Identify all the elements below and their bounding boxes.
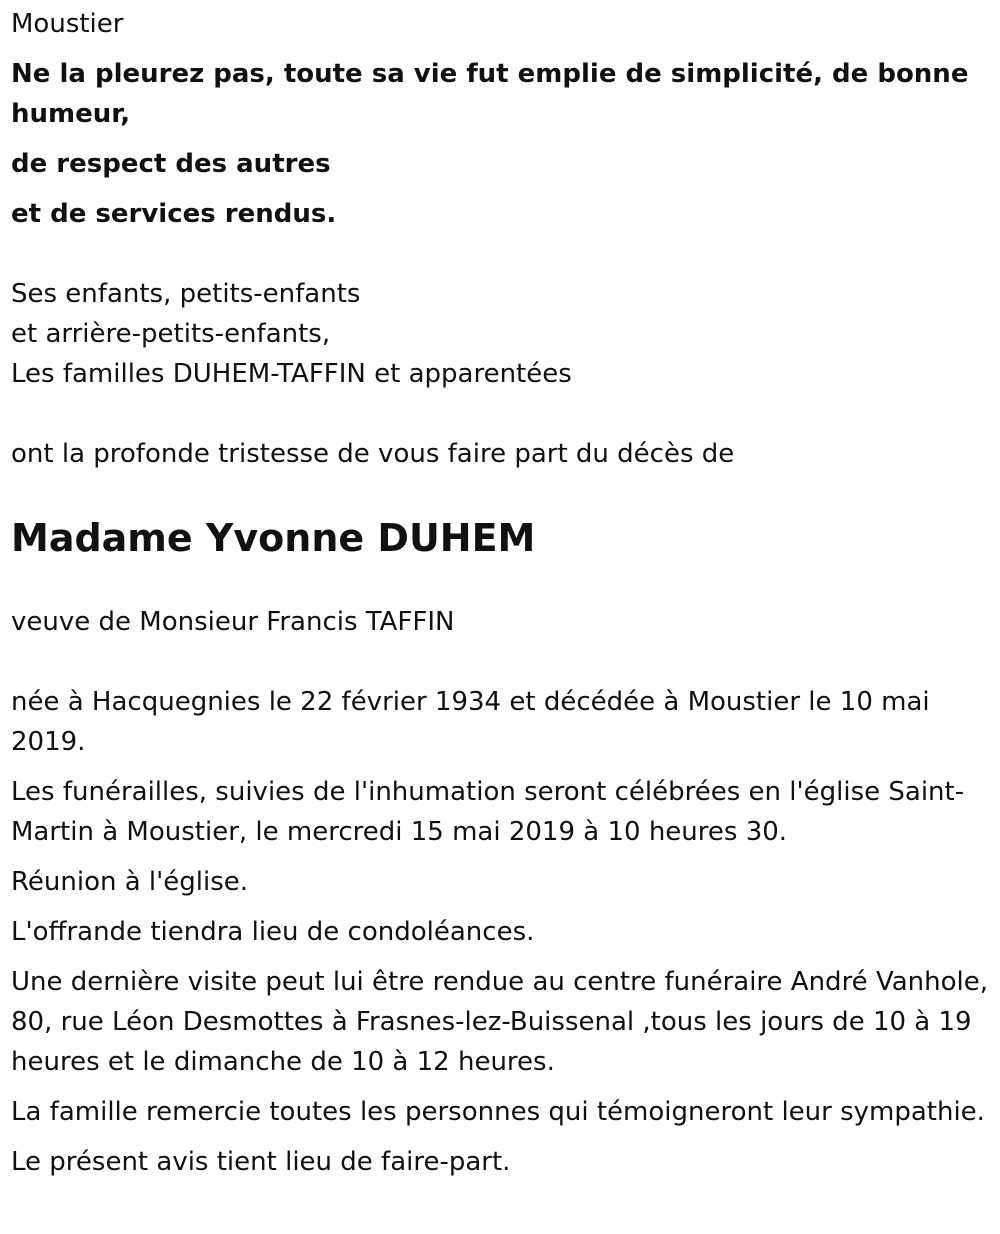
quote-block <box>11 54 989 234</box>
offering-paragraph: L'offrande tiendra lieu de condoléances. <box>11 917 535 947</box>
quote-line: Ne la pleurez pas, toute sa vie fut emplie de simplicité, de bonne humeur, <box>11 59 969 129</box>
quote-line: et de services rendus. <box>11 199 337 229</box>
meeting-paragraph: Réunion à l'église. <box>11 867 249 897</box>
birth-death-paragraph: née à Hacquegnies le 22 février 1934 et décédée à Moustier le 10 mai 2019. <box>11 687 930 757</box>
visit-paragraph: Une dernière visite peut lui être rendue au centre funéraire André Vanhole, 80, rue Léon Desmottes à Frasnes-lez-Buissenal ,tous les jours de 10 à 19 heures et le dimanche de 10 à 12 heures. <box>11 967 988 1077</box>
notice-paragraph: Le présent avis tient lieu de faire-part. <box>11 1147 511 1177</box>
family-line: et arrière-petits-enfants, <box>11 319 331 349</box>
details-block <box>11 682 989 1182</box>
family-block <box>11 274 989 394</box>
announcement-text: ont la profonde tristesse de vous faire part du décès de <box>11 439 735 469</box>
family-line: Les familles DUHEM-TAFFIN et apparentées <box>11 359 572 389</box>
family-line: Ses enfants, petits-enfants <box>11 279 361 309</box>
quote-line: de respect des autres <box>11 149 331 179</box>
thanks-paragraph: La famille remercie toutes les personnes qui témoigneront leur sympathie. <box>11 1097 985 1127</box>
funeral-paragraph: Les funérailles, suivies de l'inhumation seront célébrées en l'église Saint-Martin à Moustier, le mercredi 15 mai 2019 à 10 heures 30. <box>11 777 965 847</box>
notice-place: Moustier <box>11 9 124 39</box>
widow-of-text: veuve de Monsieur Francis TAFFIN <box>11 607 455 637</box>
deceased-name: Madame Yvonne DUHEM <box>11 516 536 560</box>
